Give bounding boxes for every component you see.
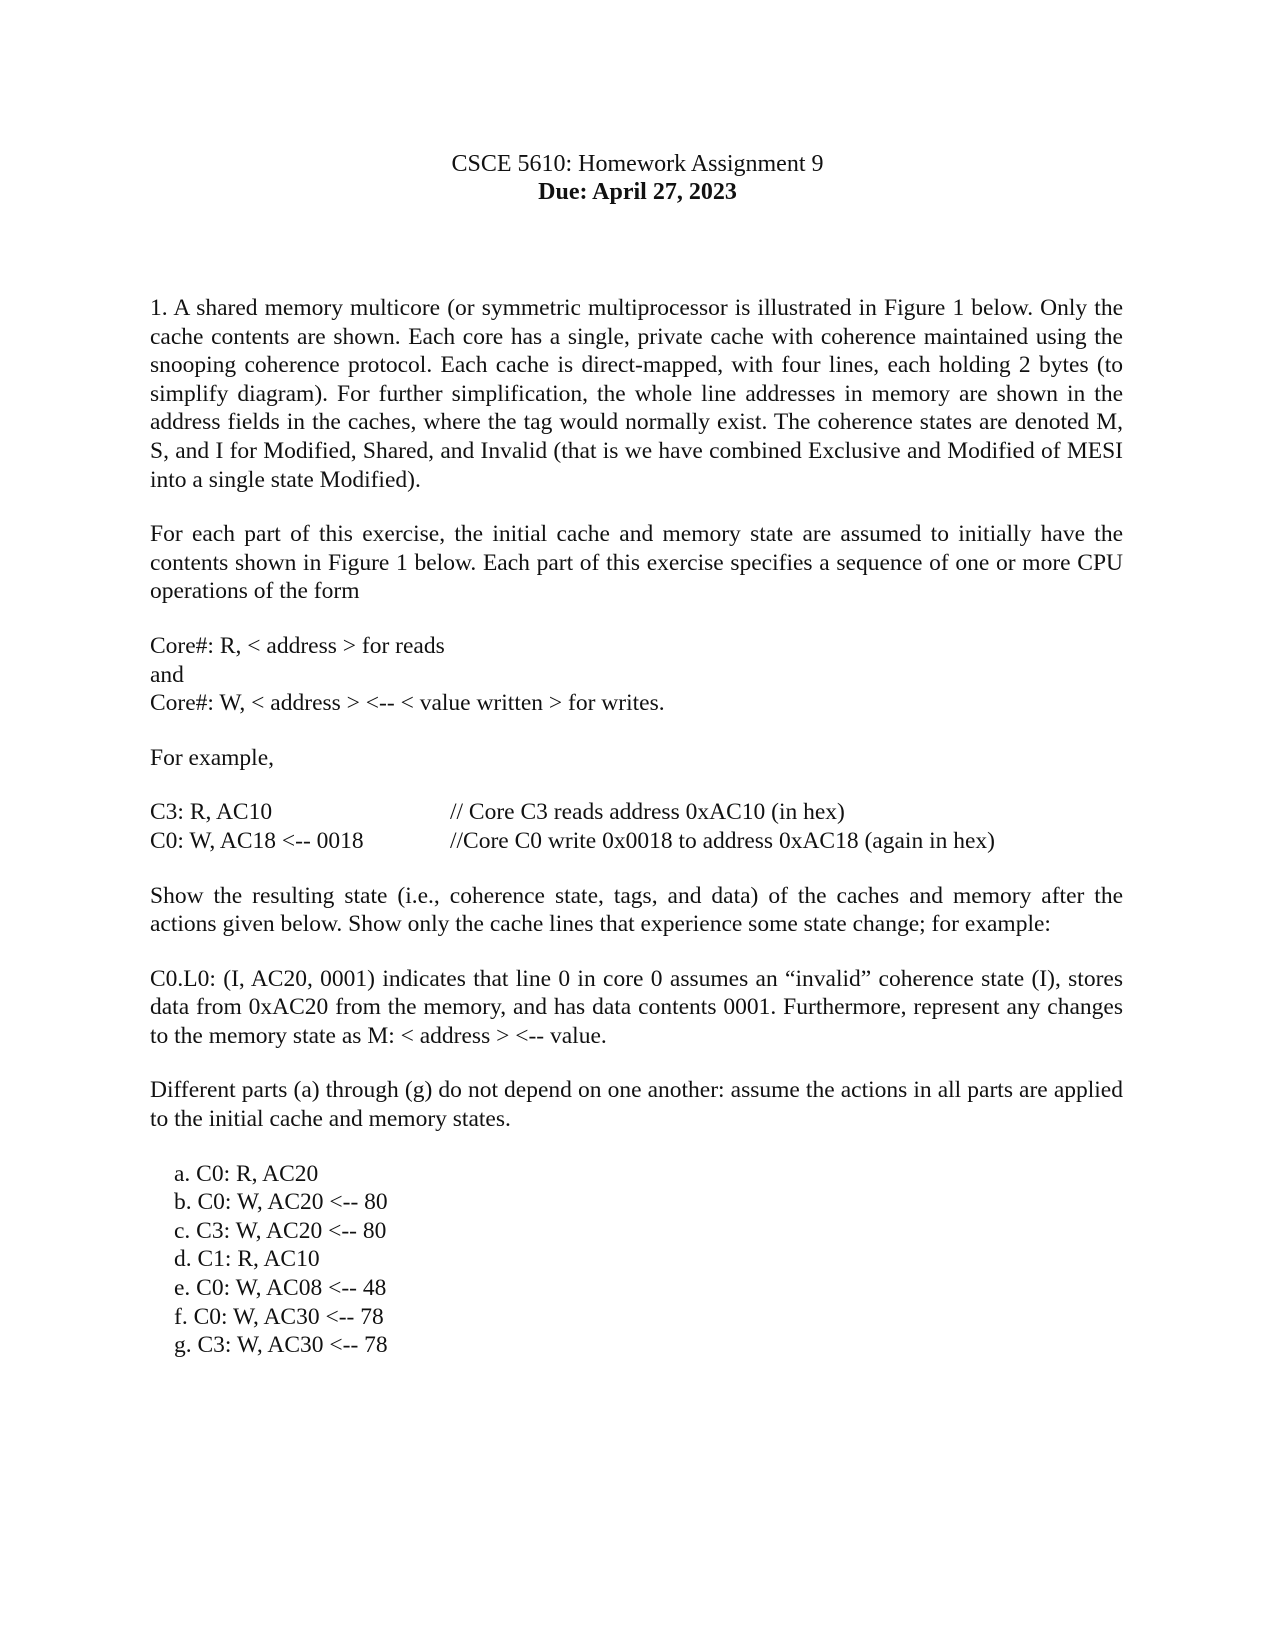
list-item: f. C0: W, AC30 <-- 78 [174,1303,384,1330]
and-line: and [150,661,184,688]
list-item: d. C1: R, AC10 [174,1246,320,1273]
for-example-line: For example, [150,744,274,771]
independence-paragraph: Different parts (a) through (g) do not depend on one another: assume the actions in all parts are applied to the initial cache and memory states. [150,1077,1123,1133]
example-comment: // Core C3 reads address 0xAC10 (in hex) [450,799,845,826]
list-item: a. C0: R, AC20 [174,1160,319,1187]
parts-list [150,1160,1123,1360]
list-item: b. C0: W, AC20 <-- 80 [174,1189,388,1216]
title-block [0,150,1275,206]
write-form-line: Core#: W, < address > <-- < value written > for writes. [150,690,665,717]
show-state-paragraph: Show the resulting state (i.e., coherence state, tags, and data) of the caches and memory after the actions given below. Show only the cache lines that experience some state change; for example: [150,882,1123,938]
assumption-paragraph: For each part of this exercise, the initial cache and memory state are assumed to initially have the contents shown in Figure 1 below. Each part of this exercise specifies a sequence of one or more CPU operations of the form [150,521,1123,605]
document-title: CSCE 5610: Homework Assignment 9 [451,151,824,177]
example-row [150,798,1123,827]
example-comment: //Core C0 write 0x0018 to address 0xAC18 (again in hex) [450,827,995,854]
list-item: g. C3: W, AC30 <-- 78 [174,1332,388,1359]
example-code: C3: R, AC10 [150,799,273,826]
read-form-line: Core#: R, < address > for reads [150,632,445,659]
list-item: c. C3: W, AC20 <-- 80 [174,1217,387,1244]
example-row [150,827,1123,856]
due-date: Due: April 27, 2023 [538,179,737,205]
example-code: C0: W, AC18 <-- 0018 [150,827,364,854]
document-body [150,294,1123,1360]
intro-paragraph: 1. A shared memory multicore (or symmetric multiprocessor is illustrated in Figure 1 below. Only the cache contents are shown. Each core has a single, private cache with coherence maintained using the snooping coherence protocol. Each cache is direct-mapped, with four lines, each holding 2 bytes (to simplify diagram). For further simplification, the whole line addresses in memory are shown in the address fields in the caches, where the tag would normally exist. The coherence states are denoted M, S, and I for Modified, Shared, and Invalid (that is we have combined Exclusive and Modified of MESI into a single state Modified). [150,295,1123,493]
c0l0-example-paragraph: C0.L0: (I, AC20, 0001) indicates that line 0 in core 0 assumes an “invalid” coherence state (I), stores data from 0xAC20 from the memory, and has data contents 0001. Furthermore, represent any changes to the memory state as M: < address > <-- value. [150,965,1123,1049]
list-item: e. C0: W, AC08 <-- 48 [174,1275,387,1302]
